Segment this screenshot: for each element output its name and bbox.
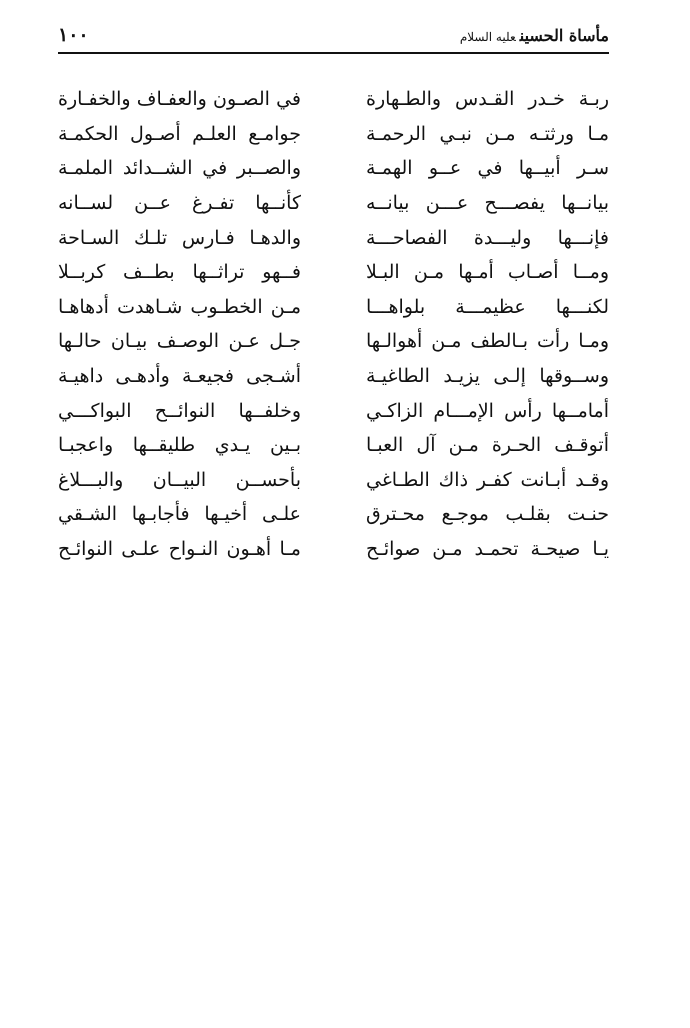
hemistich-first: ومــا أصـاب أمـها مـن البـلا bbox=[366, 261, 609, 284]
hemistich-first: يـا صيحـة تحمـد مـن صوائـح bbox=[366, 538, 609, 561]
couplet bbox=[58, 255, 609, 290]
couplet bbox=[58, 151, 609, 186]
hemistich-second: بأحســن البيــان والبـــلاغ bbox=[58, 468, 301, 491]
hemistich-first: ومـا رأت بـالطف مـن أهوالـها bbox=[366, 330, 609, 353]
hemistich-second: علـى أخيـها فأجابـها الشـقي bbox=[58, 503, 301, 526]
hemistich-second: فــهو تراثــها بطــف كربــلا bbox=[58, 261, 301, 284]
hemistich-first: سـر أبيــها في عــو الهمـة bbox=[366, 157, 609, 180]
hemistich-second: بـين يـدي طليقــها واعجبـا bbox=[58, 434, 301, 457]
couplet bbox=[58, 324, 609, 359]
couplet bbox=[58, 463, 609, 498]
header-rule bbox=[58, 52, 609, 54]
hemistich-second: جـل عـن الوصـف بيـان حالـها bbox=[58, 330, 301, 353]
couplet bbox=[58, 290, 609, 325]
couplet bbox=[58, 497, 609, 532]
couplet bbox=[58, 82, 609, 117]
couplet bbox=[58, 117, 609, 152]
hemistich-second: كأنــها تفـرغ عــن لســانه bbox=[58, 192, 301, 215]
hemistich-second: مـن الخطـوب شـاهدت أدهاهـا bbox=[58, 295, 301, 318]
hemistich-second: والصــبر في الشــدائد الملمـة bbox=[58, 157, 301, 180]
hemistich-second: أشـجى فجيعـة وأدهـى داهيـة bbox=[58, 365, 301, 388]
hemistich-first: أتوقـف الحـرة مـن آل العبـا bbox=[366, 434, 609, 457]
hemistich-second: والدهـا فـارس تلـك السـاحة bbox=[58, 226, 301, 249]
hemistich-first: أمامــها رأس الإمـــام الزاكـي bbox=[366, 399, 609, 422]
hemistich-second: مـا أهـون النـواح علـى النوائـح bbox=[58, 538, 301, 561]
hemistich-first: وقـد أبـانت كفـر ذاك الطـاغي bbox=[366, 468, 609, 491]
running-title bbox=[460, 26, 609, 45]
hemistich-first: ربـة خـدر القـدس والطـهارة bbox=[366, 88, 609, 111]
honorific-text: عليه السلام bbox=[459, 29, 516, 44]
couplet bbox=[58, 359, 609, 394]
couplet bbox=[58, 532, 609, 567]
hemistich-second: جوامـع العلـم أصـول الحكمـة bbox=[58, 122, 301, 145]
hemistich-first: فإنـــها وليـــدة الفصاحـــة bbox=[366, 226, 609, 249]
running-title-text: مأساة الحسين bbox=[519, 25, 609, 45]
hemistich-first: بيانــها يفصـــح عـــن بيانــه bbox=[366, 192, 609, 215]
page-number: ١٠٠ bbox=[58, 24, 89, 46]
poem bbox=[58, 82, 609, 566]
page-header bbox=[58, 22, 609, 48]
hemistich-first: حنـت بقلـب موجـع محـترق bbox=[366, 503, 609, 526]
couplet bbox=[58, 393, 609, 428]
hemistich-second: وخلفــها النوائــح البواكـــي bbox=[58, 399, 301, 422]
hemistich-second: في الصـون والعفـاف والخفـارة bbox=[58, 88, 301, 111]
hemistich-first: لكنـــها عظيمـــة بلواهـــا bbox=[366, 295, 609, 318]
couplet bbox=[58, 220, 609, 255]
hemistich-first: وســوقها إلـى يزيـد الطاغيـة bbox=[366, 365, 609, 388]
couplet bbox=[58, 186, 609, 221]
couplet bbox=[58, 428, 609, 463]
hemistich-first: مـا ورثتـه مـن نبـي الرحمـة bbox=[366, 122, 609, 145]
